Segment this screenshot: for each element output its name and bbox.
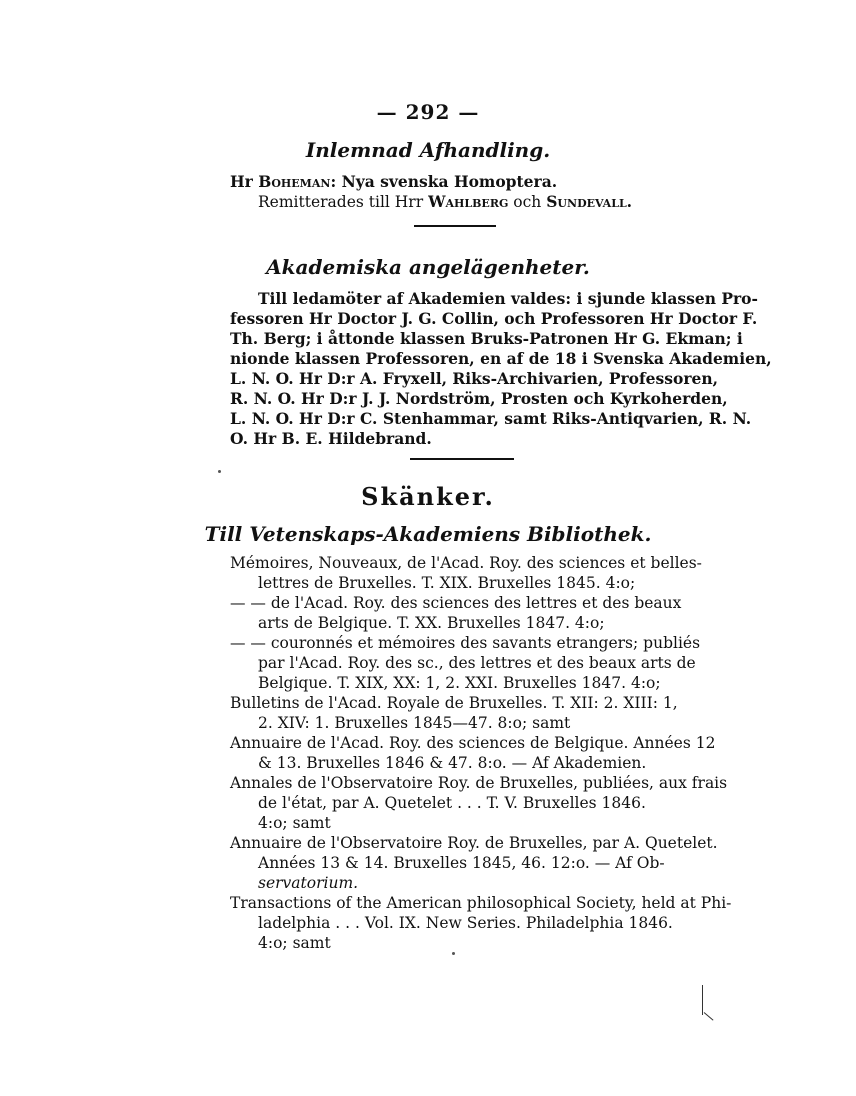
entry-line: Années 13 & 14. Bruxelles 1845, 46. 12:o. — Af Ob- xyxy=(258,854,665,872)
divider-2 xyxy=(410,458,514,460)
entry-line: Belgique. T. XIX, XX: 1, 2. XXI. Bruxelles 1847. 4:o; xyxy=(258,674,661,692)
entry-line: — — de l'Acad. Roy. des sciences des lettres et des beaux xyxy=(230,594,682,612)
para-line: O. Hr B. E. Hildebrand. xyxy=(230,429,432,448)
subheading-bibliothek: Till Vetenskaps-Akademiens Bibliothek. xyxy=(204,522,652,546)
entry-line: 4:o; samt xyxy=(258,934,331,952)
entry-line: Mémoires, Nouveaux, de l'Acad. Roy. des sciences et belles- xyxy=(230,554,702,572)
entry-line: ladelphia . . . Vol. IX. New Series. Philadelphia 1846. xyxy=(258,914,673,932)
para-line: L. N. O. Hr D:r A. Fryxell, Riks-Archivarien, Professoren, xyxy=(230,369,719,388)
entry-line: Transactions of the American philosophical Society, held at Phi- xyxy=(230,894,732,912)
remit-line xyxy=(258,192,632,212)
remit-name-2: Sundevall. xyxy=(546,192,633,211)
heading-skanker: Skänker. xyxy=(361,482,495,511)
page-number: — 292 — xyxy=(376,100,480,124)
para-line: nionde klassen Professoren, en af de 18 i Svenska Akademien, xyxy=(230,349,772,368)
heading-inlemnad: Inlemnad Afhandling. xyxy=(305,138,551,162)
heading-akademiska: Akademiska angelägenheter. xyxy=(266,255,590,279)
author-prefix: Hr xyxy=(230,172,253,191)
entry-line: arts de Belgique. T. XX. Bruxelles 1847. 4:o; xyxy=(258,614,605,632)
entry-line: 2. XIV: 1. Bruxelles 1845—47. 8:o; samt xyxy=(258,714,571,732)
para-line: Till ledamöter af Akademien valdes: i sjunde klassen Pro- xyxy=(258,289,758,308)
entry-line: lettres de Bruxelles. T. XIX. Bruxelles 1845. 4:o; xyxy=(258,574,636,592)
author-name: Boheman xyxy=(258,172,331,191)
entry-line: — — couronnés et mémoires des savants etrangers; publiés xyxy=(230,634,701,652)
para-line: fessoren Hr Doctor J. G. Collin, och Professoren Hr Doctor F. xyxy=(230,309,758,328)
scan-speck xyxy=(452,952,455,955)
entry-line: de l'état, par A. Quetelet . . . T. V. Bruxelles 1846. xyxy=(258,794,646,812)
entry-line: servatorium. xyxy=(258,874,359,892)
entry-line: & 13. Bruxelles 1846 & 47. 8:o. — Af Akademien. xyxy=(258,754,647,772)
scan-mark xyxy=(704,1012,714,1020)
paper-title: : Nya svenska Homoptera. xyxy=(330,172,558,191)
scan-mark xyxy=(702,985,703,1015)
scan-speck xyxy=(218,470,221,473)
entry-line: Annuaire de l'Acad. Roy. des sciences de Belgique. Années 12 xyxy=(230,734,716,752)
remit-name-1: Wahlberg xyxy=(428,192,509,211)
entry-line: Annales de l'Observatoire Roy. de Bruxelles, publiées, aux frais xyxy=(230,774,728,792)
entry-line: par l'Acad. Roy. des sc., des lettres et des beaux arts de xyxy=(258,654,696,672)
entry-line: Annuaire de l'Observatoire Roy. de Bruxelles, par A. Quetelet. xyxy=(230,834,718,852)
para-line: Th. Berg; i åttonde klassen Bruks-Patronen Hr G. Ekman; i xyxy=(230,329,743,348)
para-line: L. N. O. Hr D:r C. Stenhammar, samt Riks-Antiqvarien, R. N. xyxy=(230,409,752,428)
author-line xyxy=(230,172,557,192)
para-line: R. N. O. Hr D:r J. J. Nordström, Prosten och Kyrkoherden, xyxy=(230,389,728,408)
remit-mid: och xyxy=(513,193,542,211)
divider-1 xyxy=(414,225,496,227)
entry-line: 4:o; samt xyxy=(258,814,331,832)
remit-prefix: Remitterades till Hrr xyxy=(258,193,424,211)
entry-line: Bulletins de l'Acad. Royale de Bruxelles. T. XII: 2. XIII: 1, xyxy=(230,694,678,712)
